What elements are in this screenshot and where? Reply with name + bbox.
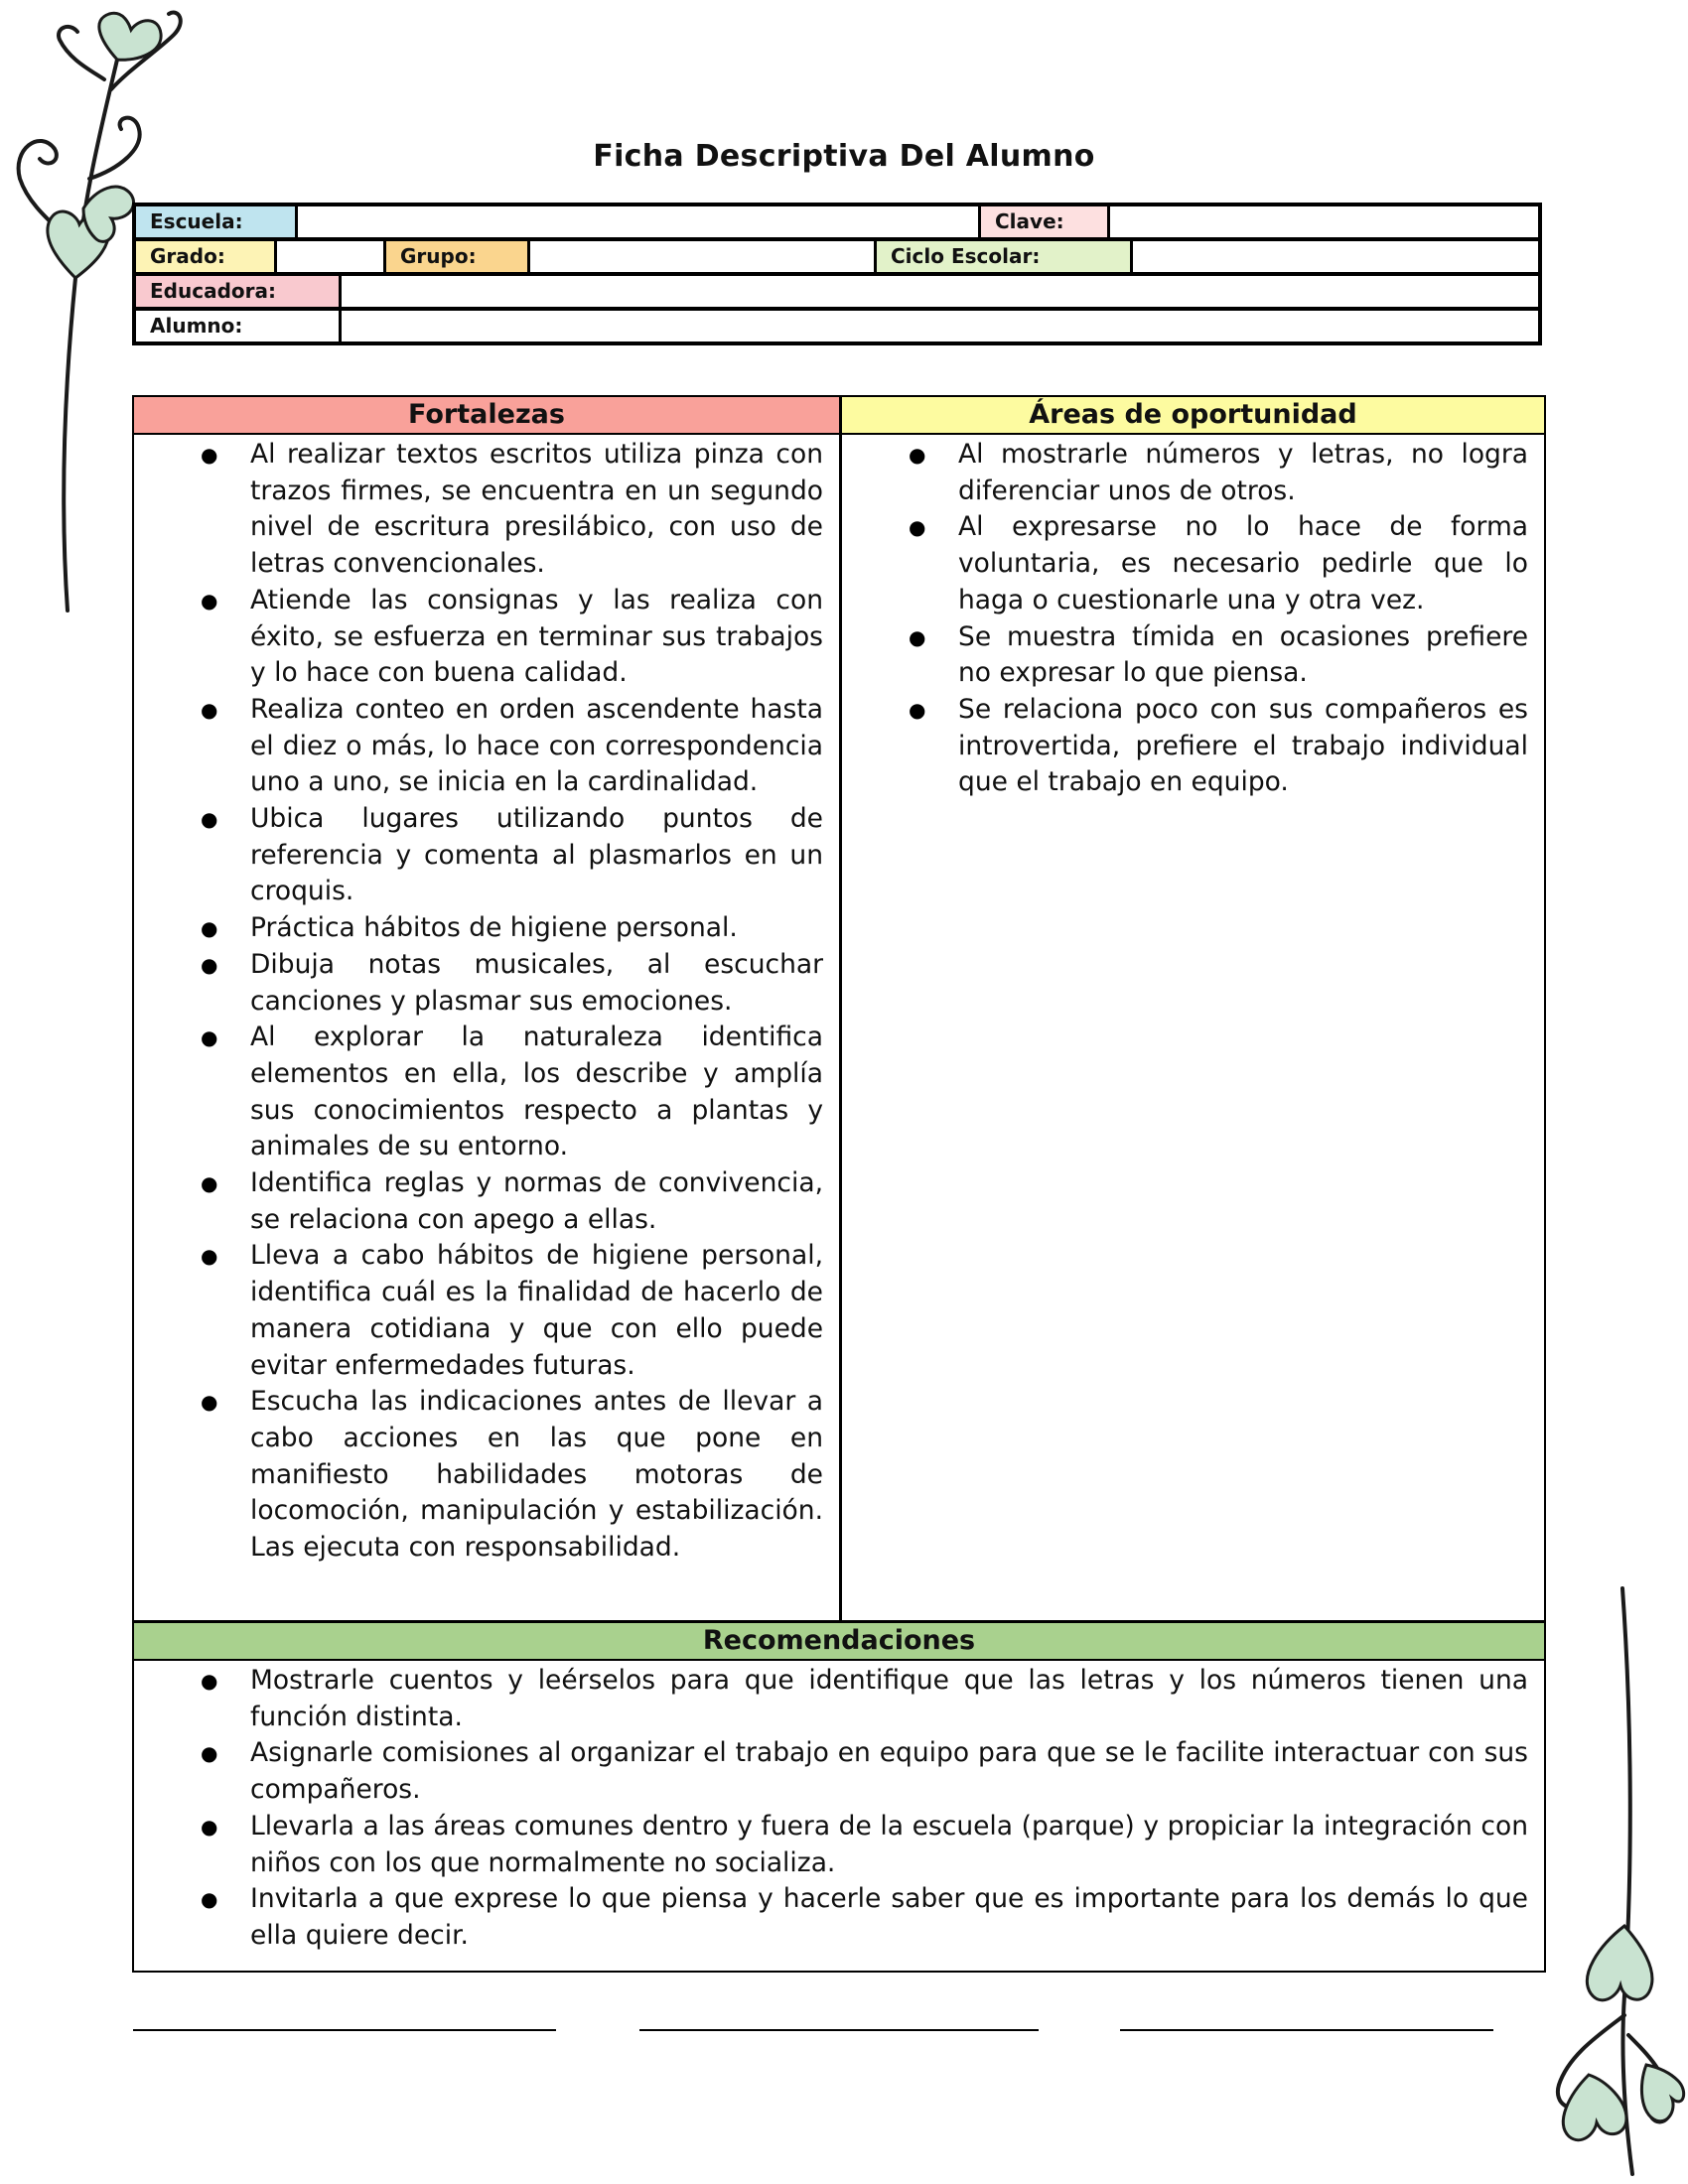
areas-list bbox=[842, 435, 1544, 801]
list-item: ● Atiende las consignas y las realiza con éxito, se esfuerza en terminar sus trabajos y lo hace con buena calidad. bbox=[134, 583, 823, 692]
list-item: ● Identifica reglas y normas de convivencia, se relaciona con apego a ellas. bbox=[134, 1165, 823, 1238]
strengths-areas-section bbox=[134, 397, 1544, 1620]
list-item: ● Invitarla a que exprese lo que piensa y hacerle saber que es importante para los demás lo que ella quiere decir. bbox=[134, 1881, 1528, 1954]
recomendaciones-body bbox=[134, 1661, 1544, 1971]
ciclo-escolar-label: Ciclo Escolar: bbox=[877, 241, 1133, 272]
info-row-grado bbox=[136, 241, 1538, 276]
evaluation-table bbox=[132, 395, 1546, 1973]
areas-heading: Áreas de oportunidad bbox=[842, 397, 1544, 435]
list-item: ● Se relaciona poco con sus compañeros es introvertida, prefiere el trabajo individual que el trabajo en equipo. bbox=[842, 692, 1528, 801]
list-item: ● Ubica lugares utilizando puntos de referencia y comenta al plasmarlos en un croquis. bbox=[134, 801, 823, 910]
escuela-label: Escuela: bbox=[136, 206, 298, 237]
list-item: ● Al explorar la naturaleza identifica elementos en ella, los describe y amplía sus conocimientos respecto a plantas y animales de su entorno. bbox=[134, 1020, 823, 1165]
signature-line bbox=[639, 2029, 1039, 2031]
signature-line bbox=[133, 2029, 556, 2031]
vine-bottom-right-icon bbox=[1529, 1578, 1688, 2184]
info-row-escuela bbox=[136, 206, 1538, 241]
list-item: ● Al realizar textos escritos utiliza pinza con trazos firmes, se encuentra en un segundo nivel de escritura presilábico, con uso de letras convencionales. bbox=[134, 437, 823, 583]
list-item: ● Al mostrarle números y letras, no logra diferenciar unos de otros. bbox=[842, 437, 1528, 509]
list-item: ● Llevarla a las áreas comunes dentro y fuera de la escuela (parque) y propiciar la integración con niños con los que normalmente no socializa. bbox=[134, 1809, 1528, 1881]
educadora-label: Educadora: bbox=[136, 276, 342, 307]
list-item: ● Se muestra tímida en ocasiones prefiere no expresar lo que piensa. bbox=[842, 619, 1528, 692]
list-item: ● Al expresarse no lo hace de forma voluntaria, es necesario pedirle que lo haga o cuestionarle una y otra vez. bbox=[842, 509, 1528, 618]
fortalezas-list bbox=[134, 435, 839, 1567]
alumno-label: Alumno: bbox=[136, 311, 342, 341]
grado-label: Grado: bbox=[136, 241, 277, 272]
educadora-field[interactable] bbox=[342, 276, 1538, 307]
info-row-educadora bbox=[136, 276, 1538, 311]
list-item: ● Escucha las indicaciones antes de llevar a cabo acciones en las que pone en manifiesto habilidades motoras de locomoción, manipulación y estabilización. Las ejecuta con responsabilidad. bbox=[134, 1384, 823, 1567]
list-item: ● Práctica hábitos de higiene personal. bbox=[134, 910, 823, 947]
recomendaciones-heading: Recomendaciones bbox=[134, 1620, 1544, 1661]
clave-label: Clave: bbox=[981, 206, 1110, 237]
grado-field[interactable] bbox=[277, 241, 386, 272]
info-row-alumno bbox=[136, 311, 1538, 341]
fortalezas-column bbox=[134, 397, 839, 1620]
ciclo-escolar-field[interactable] bbox=[1133, 241, 1538, 272]
list-item: ● Asignarle comisiones al organizar el trabajo en equipo para que se le facilite interactuar con sus compañeros. bbox=[134, 1735, 1528, 1808]
grupo-field[interactable] bbox=[530, 241, 877, 272]
clave-field[interactable] bbox=[1110, 206, 1538, 237]
list-item: ● Dibuja notas musicales, al escuchar canciones y plasmar sus emociones. bbox=[134, 947, 823, 1020]
fortalezas-heading: Fortalezas bbox=[134, 397, 839, 435]
list-item: ● Realiza conteo en orden ascendente hasta el diez o más, lo hace con correspondencia uno a uno, se inicia en la cardinalidad. bbox=[134, 692, 823, 801]
areas-body bbox=[842, 435, 1544, 1620]
list-item: ● Lleva a cabo hábitos de higiene personal, identifica cuál es la finalidad de hacerlo de manera cotidiana y que con ello puede evitar enfermedades futuras. bbox=[134, 1238, 823, 1384]
areas-column bbox=[839, 397, 1544, 1620]
grupo-label: Grupo: bbox=[386, 241, 530, 272]
signature-line bbox=[1120, 2029, 1493, 2031]
escuela-field[interactable] bbox=[298, 206, 981, 237]
recomendaciones-list bbox=[134, 1661, 1544, 1955]
fortalezas-body bbox=[134, 435, 839, 1620]
student-info-grid bbox=[132, 203, 1542, 345]
alumno-field[interactable] bbox=[342, 311, 1538, 341]
page-title: Ficha Descriptiva Del Alumno bbox=[593, 139, 1095, 174]
list-item: ● Mostrarle cuentos y leérselos para que identifique que las letras y los números tienen una función distinta. bbox=[134, 1663, 1528, 1735]
